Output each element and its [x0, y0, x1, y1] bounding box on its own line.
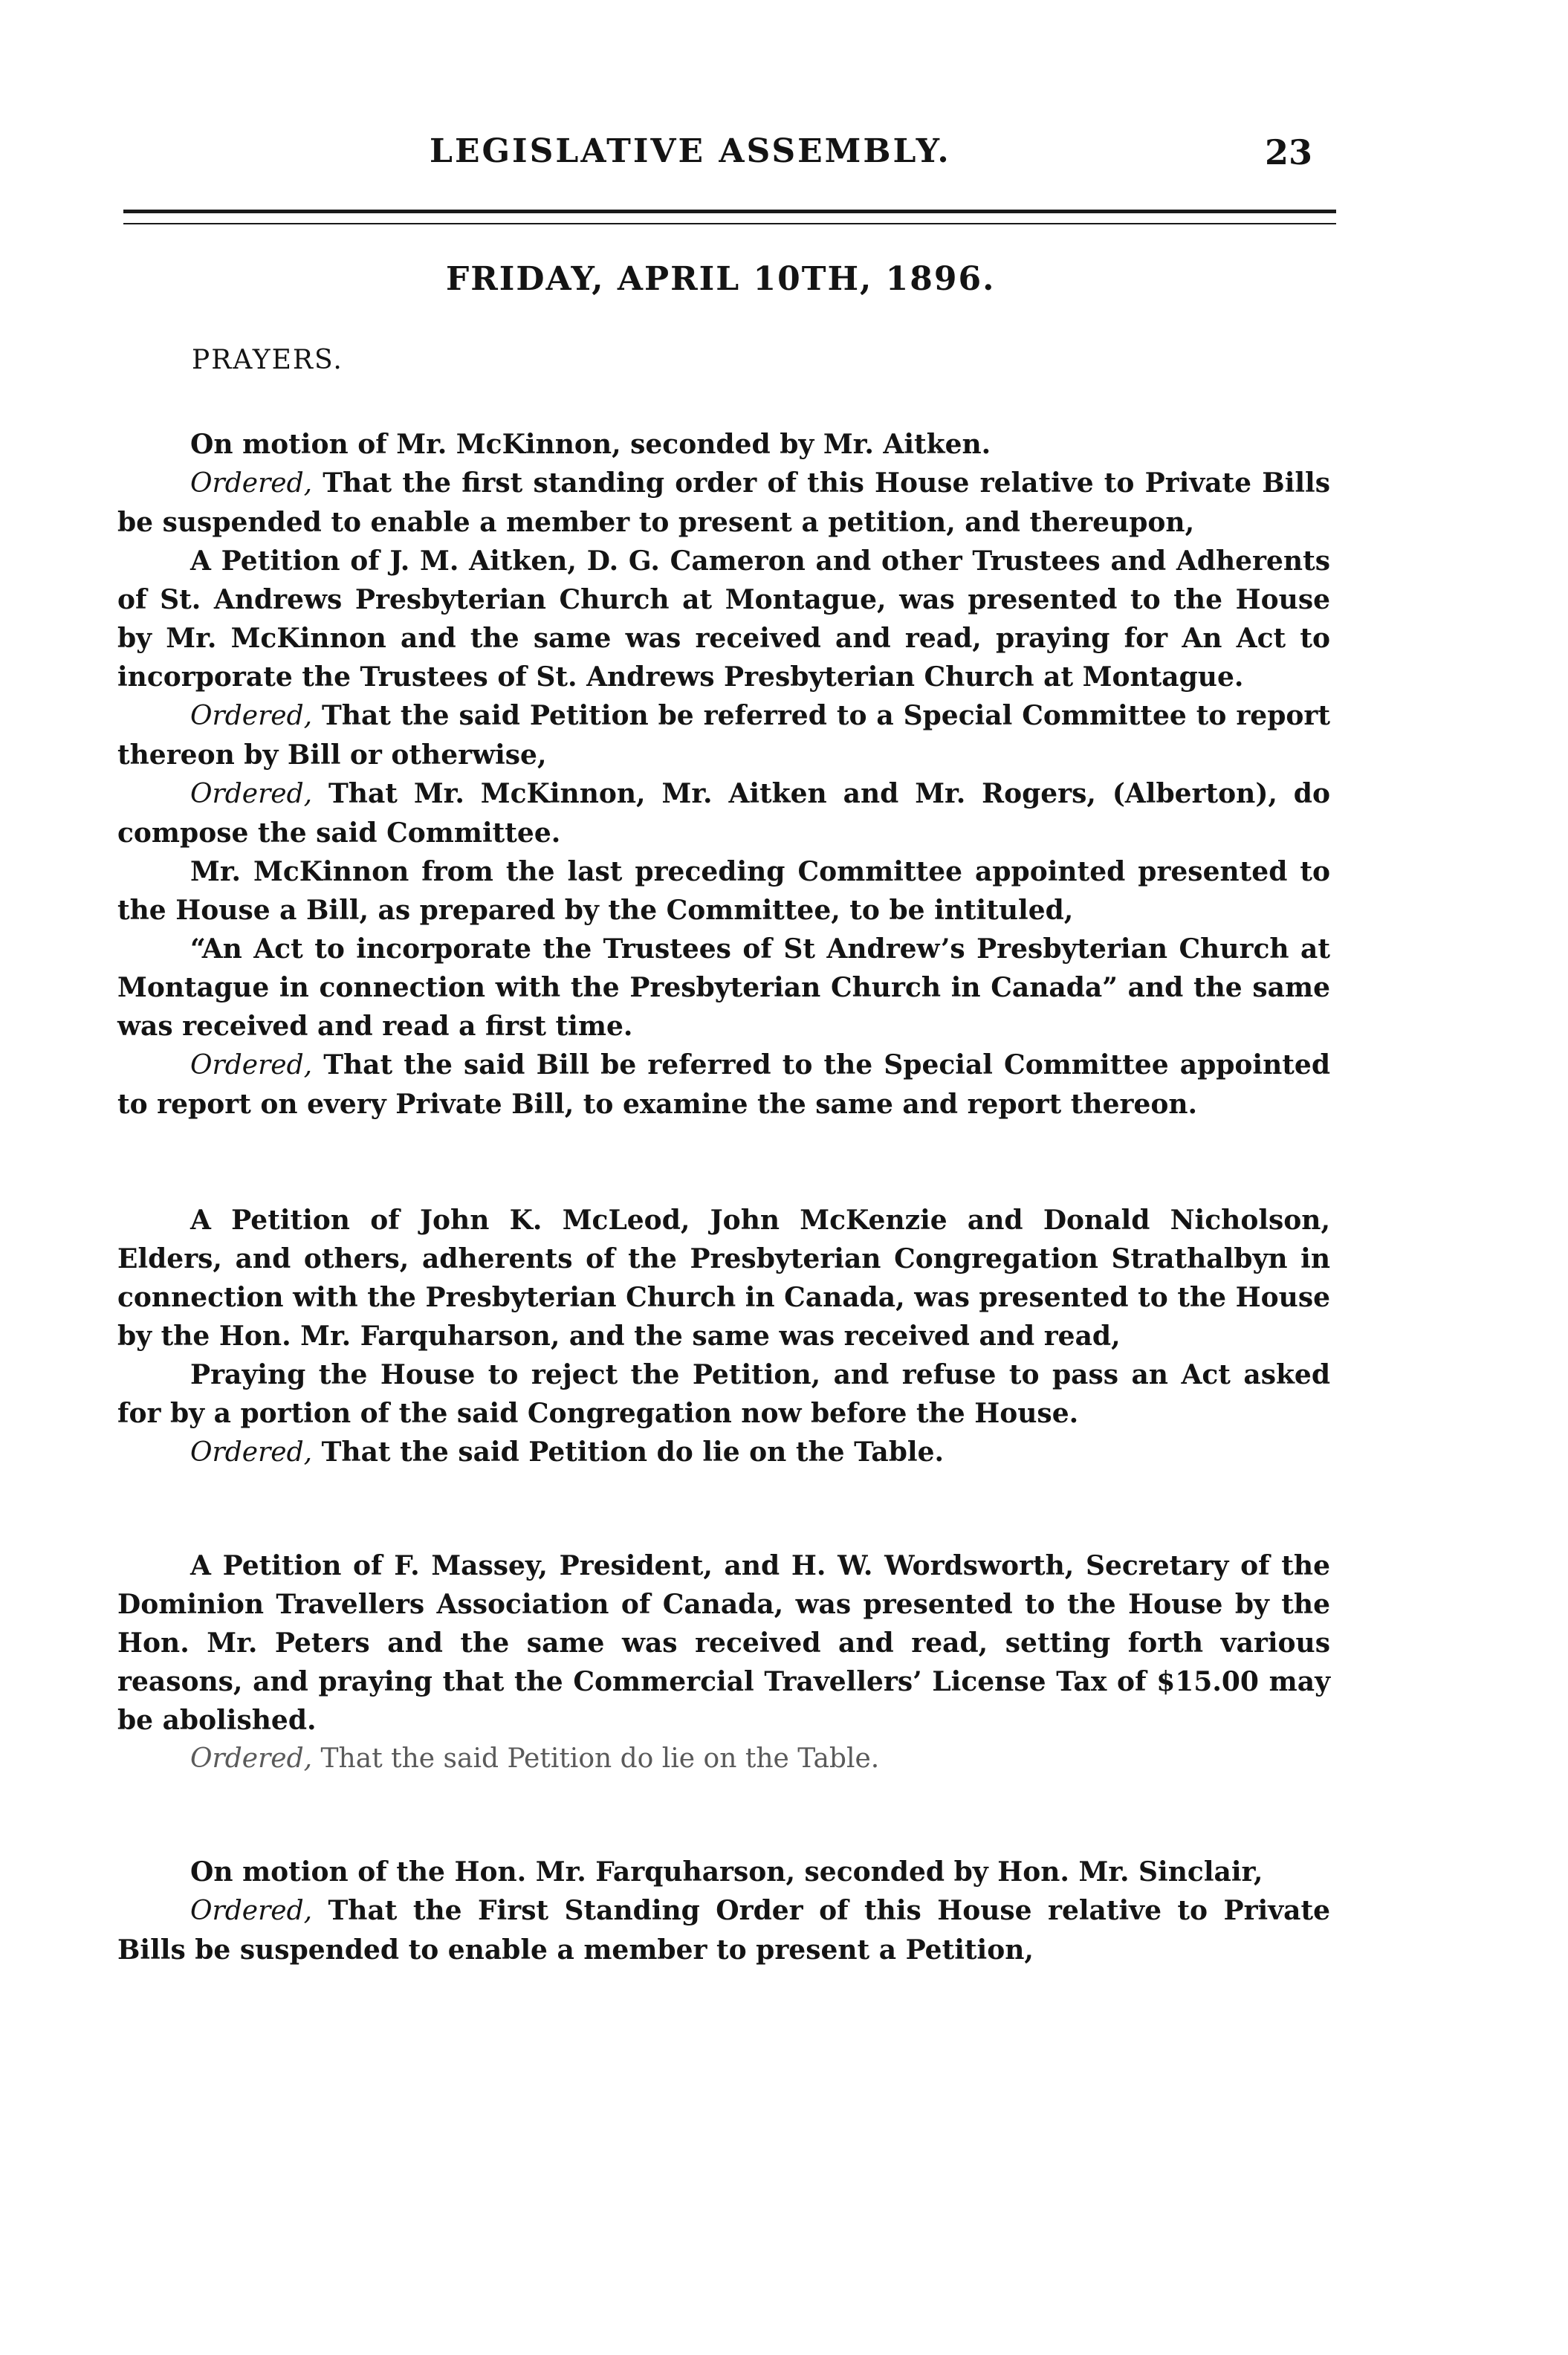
paragraph-petition-mcleod: A Petition of John K. McLeod, John McKenzie and Donald Nicholson, Elders, and others, adherents of the Presbyterian Congregation Strathalbyn in connection with the Presbyterian Church in Canada, was presented to the House by the Hon. Mr. Farquharson, and the same was received and read, [117, 1205, 1330, 1352]
paragraph-text: That the said Petition be referred to a Special Committee to report thereon by Bill or otherwise, [117, 700, 1330, 771]
page-number: 23 [1265, 132, 1313, 172]
ordered-label: Ordered, [190, 779, 313, 809]
paragraph-ordered-special-committee [117, 696, 1330, 774]
ordered-label: Ordered, [190, 701, 313, 731]
paragraph-ordered-bill-referred [117, 1046, 1330, 1124]
paragraph-petition-aitken: A Petition of J. M. Aitken, D. G. Cameron and other Trustees and Adherents of St. Andrews Presbyterian Church at Montague, was presented to the House by Mr. McKinnon and the same was received and read, praying for An Act to incorporate the Trustees of St. Andrews Presbyterian Church at Montague. [117, 545, 1330, 693]
paragraph-ordered-committee-members [117, 774, 1330, 852]
ordered-label: Ordered, [190, 468, 313, 499]
paragraph-text: That the First Standing Order of this House relative to Private Bills be suspended to enable a member to present a Petition, [117, 1895, 1330, 1966]
paragraph-bill-title: “An Act to incorporate the Trustees of St Andrew’s Presbyterian Church at Montague in connection with the Presbyterian Church in Canada” and the same was received and read a first time. [117, 933, 1330, 1042]
paragraph-ordered-lie-on-table [117, 1433, 1330, 1472]
paragraph-motion-mckinnon: On motion of Mr. McKinnon, seconded by Mr. Aitken. [190, 429, 991, 460]
paragraph-bill-presented: Mr. McKinnon from the last preceding Committee appointed presented to the House a Bill, as prepared by the Committee, to be intituled, [117, 856, 1330, 926]
paragraph-petition-massey: A Petition of F. Massey, President, and H. W. Wordsworth, Secretary of the Dominion Travellers Association of Canada, was presented to the House by the Hon. Mr. Peters and the same was received and read, setting forth various reasons, and praying that the Commercial Travellers’ License Tax of $15.00 may be abolished. [117, 1550, 1330, 1736]
ordered-label: Ordered, [190, 1437, 313, 1468]
paragraph-praying-reject: Praying the House to reject the Petition, and refuse to pass an Act asked for by a portion of the said Congregation now before the House. [117, 1359, 1330, 1429]
paragraph-text: That the said Petition do lie on the Table. [321, 1436, 945, 1468]
running-head [0, 132, 1568, 184]
journal-body [117, 425, 1330, 1969]
paragraph-ordered-suspend-order [117, 464, 1330, 542]
prayers-heading: PRAYERS. [192, 345, 343, 375]
paragraph-motion-farquharson: On motion of the Hon. Mr. Farquharson, seconded by Hon. Mr. Sinclair, [190, 1856, 1263, 1888]
paragraph-text: That Mr. McKinnon, Mr. Aitken and Mr. Rogers, (Alberton), do compose the said Committee. [117, 778, 1330, 849]
paragraph-ordered-lie-on-table-2 [117, 1740, 1330, 1778]
paragraph-ordered-first-standing-order [117, 1891, 1330, 1969]
header-rule-thick [123, 210, 1336, 213]
ordered-label: Ordered, [190, 1050, 313, 1081]
paragraph-text: That the said Bill be referred to the Special Committee appointed to report on every Private Bill, to examine the same and report thereon. [117, 1049, 1330, 1120]
paragraph-text: That the said Petition do lie on the Table. [320, 1743, 880, 1774]
ordered-label: Ordered, [190, 1743, 313, 1774]
header-rule-thin [123, 223, 1336, 224]
date-heading: FRIDAY, APRIL 10TH, 1896. [446, 260, 996, 298]
running-head-title: LEGISLATIVE ASSEMBLY. [430, 132, 951, 170]
paragraph-text: That the first standing order of this House relative to Private Bills be suspended to enable a member to present a petition, and thereupon, [117, 467, 1330, 538]
ordered-label: Ordered, [190, 1896, 313, 1926]
